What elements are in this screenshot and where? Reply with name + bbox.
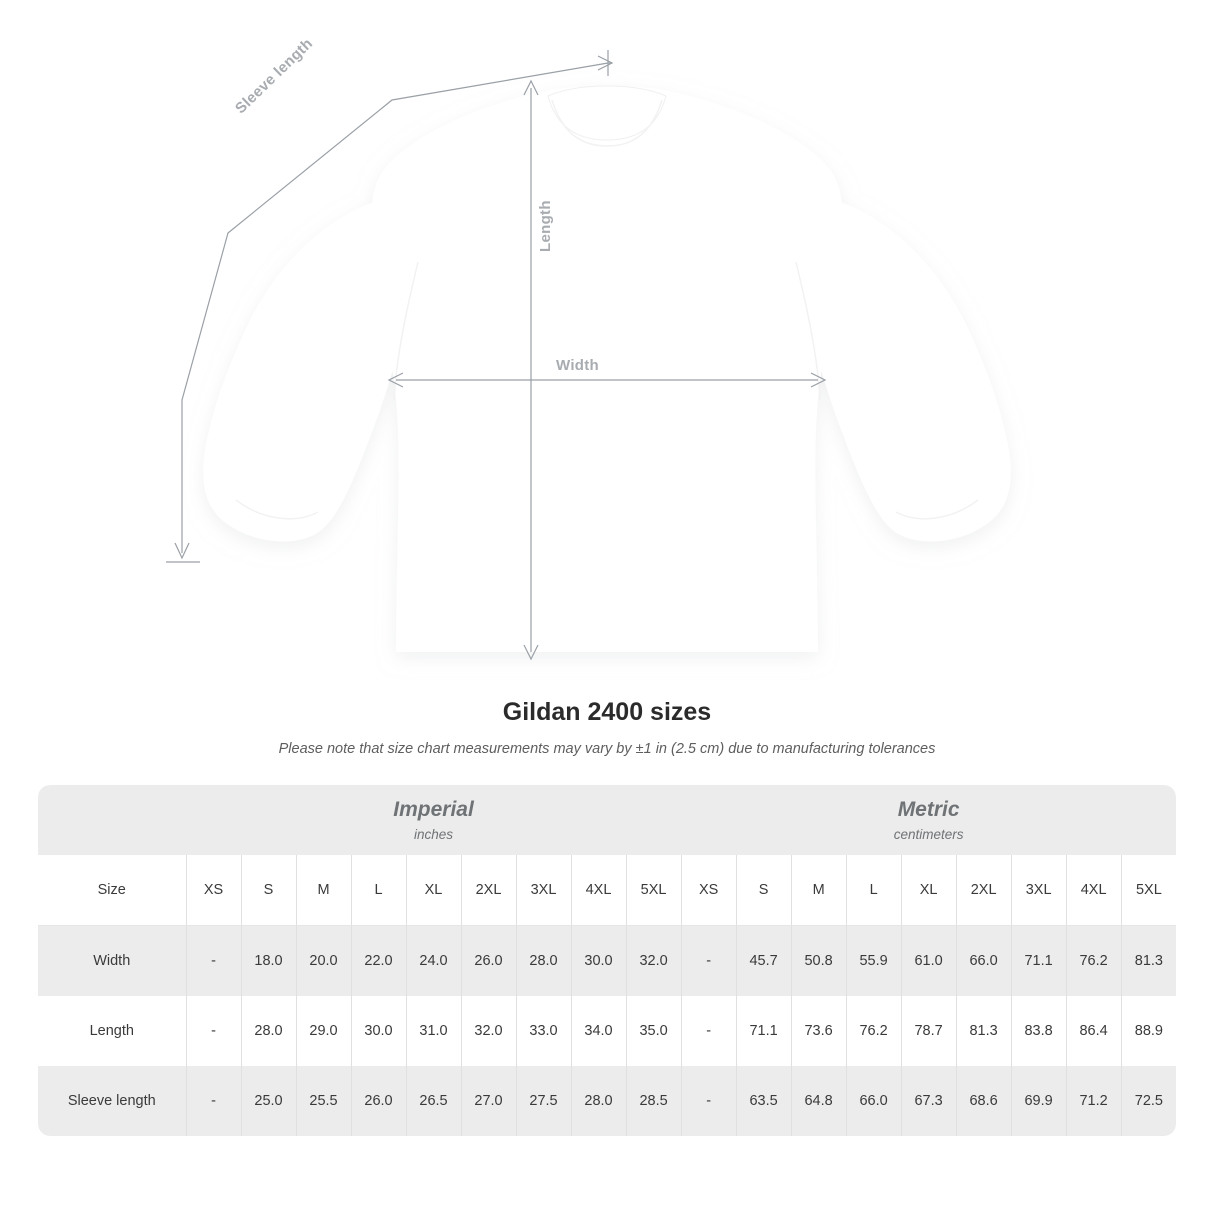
- cell-width-imperial-3xl: 28.0: [516, 926, 571, 997]
- cell-sleeve-metric-5xl: 72.5: [1121, 1066, 1176, 1136]
- cell-width-metric-s: 45.7: [736, 926, 791, 997]
- cell-width-imperial-s: 18.0: [241, 926, 296, 997]
- row-label-sleeve-length: Sleeve length: [38, 1066, 186, 1136]
- unit-system-metric-name: Metric: [897, 797, 960, 821]
- cell-width-imperial-5xl: 32.0: [626, 926, 681, 997]
- col-header-metric-2xl: 2XL: [956, 855, 1011, 926]
- cell-length-imperial-s: 28.0: [241, 996, 296, 1066]
- cell-sleeve-imperial-s: 25.0: [241, 1066, 296, 1136]
- unit-system-metric-unit: centimeters: [893, 826, 964, 842]
- cell-width-metric-3xl: 71.1: [1011, 926, 1066, 997]
- page-subtitle: Please note that size chart measurements may vary by ±1 in (2.5 cm) due to manufacturing tolerances: [278, 741, 936, 757]
- cell-width-imperial-l: 22.0: [351, 926, 406, 997]
- cell-length-metric-4xl: 86.4: [1066, 996, 1121, 1066]
- shirt-shape: [203, 86, 1011, 652]
- col-header-imperial-xs: XS: [186, 855, 241, 926]
- cell-sleeve-imperial-2xl: 27.0: [461, 1066, 516, 1136]
- length-label: Length: [537, 200, 554, 252]
- cell-sleeve-metric-3xl: 69.9: [1011, 1066, 1066, 1136]
- size-header-label: Size: [38, 855, 186, 926]
- cell-sleeve-imperial-xs: -: [186, 1066, 241, 1136]
- cell-sleeve-metric-4xl: 71.2: [1066, 1066, 1121, 1136]
- cell-width-imperial-xs: -: [186, 926, 241, 997]
- cell-sleeve-metric-2xl: 68.6: [956, 1066, 1011, 1136]
- col-header-metric-m: M: [791, 855, 846, 926]
- cell-sleeve-imperial-m: 25.5: [296, 1066, 351, 1136]
- cell-length-metric-xs: -: [681, 996, 736, 1066]
- col-header-imperial-2xl: 2XL: [461, 855, 516, 926]
- cell-sleeve-imperial-xl: 26.5: [406, 1066, 461, 1136]
- unit-band-spacer: [38, 785, 186, 855]
- cell-length-imperial-xl: 31.0: [406, 996, 461, 1066]
- cell-sleeve-metric-xs: -: [681, 1066, 736, 1136]
- unit-system-metric: [681, 785, 1176, 855]
- col-header-metric-xs: XS: [681, 855, 736, 926]
- cell-width-metric-l: 55.9: [846, 926, 901, 997]
- size-header-row: [38, 855, 1176, 926]
- cell-sleeve-imperial-5xl: 28.5: [626, 1066, 681, 1136]
- cell-width-metric-4xl: 76.2: [1066, 926, 1121, 997]
- col-header-imperial-5xl: 5XL: [626, 855, 681, 926]
- cell-width-metric-m: 50.8: [791, 926, 846, 997]
- cell-sleeve-imperial-4xl: 28.0: [571, 1066, 626, 1136]
- cell-length-metric-2xl: 81.3: [956, 996, 1011, 1066]
- cell-sleeve-metric-m: 64.8: [791, 1066, 846, 1136]
- size-table-wrapper: [38, 785, 1176, 1136]
- col-header-metric-5xl: 5XL: [1121, 855, 1176, 926]
- row-label-length: Length: [38, 996, 186, 1066]
- size-table: [38, 785, 1176, 1136]
- cell-length-metric-5xl: 88.9: [1121, 996, 1176, 1066]
- col-header-metric-s: S: [736, 855, 791, 926]
- cell-length-imperial-l: 30.0: [351, 996, 406, 1066]
- table-row: [38, 1066, 1176, 1136]
- cell-width-metric-5xl: 81.3: [1121, 926, 1176, 997]
- col-header-imperial-m: M: [296, 855, 351, 926]
- cell-length-metric-m: 73.6: [791, 996, 846, 1066]
- unit-system-row: [38, 785, 1176, 855]
- cell-width-metric-xs: -: [681, 926, 736, 997]
- unit-system-imperial-name: Imperial: [393, 797, 474, 821]
- cell-sleeve-metric-s: 63.5: [736, 1066, 791, 1136]
- col-header-imperial-4xl: 4XL: [571, 855, 626, 926]
- cell-sleeve-imperial-3xl: 27.5: [516, 1066, 571, 1136]
- cell-length-imperial-3xl: 33.0: [516, 996, 571, 1066]
- unit-system-imperial-unit: inches: [414, 826, 454, 842]
- cell-sleeve-metric-xl: 67.3: [901, 1066, 956, 1136]
- cell-length-imperial-xs: -: [186, 996, 241, 1066]
- col-header-metric-4xl: 4XL: [1066, 855, 1121, 926]
- table-row: [38, 926, 1176, 997]
- page-title: Gildan 2400 sizes: [502, 698, 712, 726]
- col-header-imperial-l: L: [351, 855, 406, 926]
- col-header-imperial-3xl: 3XL: [516, 855, 571, 926]
- col-header-imperial-xl: XL: [406, 855, 461, 926]
- sleeve-length-label: Sleeve length: [232, 35, 317, 118]
- cell-length-imperial-m: 29.0: [296, 996, 351, 1066]
- cell-sleeve-metric-l: 66.0: [846, 1066, 901, 1136]
- width-label: Width: [556, 357, 600, 374]
- col-header-imperial-s: S: [241, 855, 296, 926]
- col-header-metric-l: L: [846, 855, 901, 926]
- cell-width-imperial-2xl: 26.0: [461, 926, 516, 997]
- cell-width-imperial-m: 20.0: [296, 926, 351, 997]
- cell-width-metric-2xl: 66.0: [956, 926, 1011, 997]
- cell-length-imperial-2xl: 32.0: [461, 996, 516, 1066]
- cell-length-metric-s: 71.1: [736, 996, 791, 1066]
- cell-length-metric-l: 76.2: [846, 996, 901, 1066]
- col-header-metric-xl: XL: [901, 855, 956, 926]
- cell-sleeve-imperial-l: 26.0: [351, 1066, 406, 1136]
- cell-width-metric-xl: 61.0: [901, 926, 956, 997]
- unit-system-imperial: [186, 785, 681, 855]
- col-header-metric-3xl: 3XL: [1011, 855, 1066, 926]
- cell-length-metric-3xl: 83.8: [1011, 996, 1066, 1066]
- cell-width-imperial-4xl: 30.0: [571, 926, 626, 997]
- cell-length-imperial-4xl: 34.0: [571, 996, 626, 1066]
- cell-width-imperial-xl: 24.0: [406, 926, 461, 997]
- table-row: [38, 996, 1176, 1066]
- cell-length-metric-xl: 78.7: [901, 996, 956, 1066]
- row-label-width: Width: [38, 926, 186, 997]
- cell-length-imperial-5xl: 35.0: [626, 996, 681, 1066]
